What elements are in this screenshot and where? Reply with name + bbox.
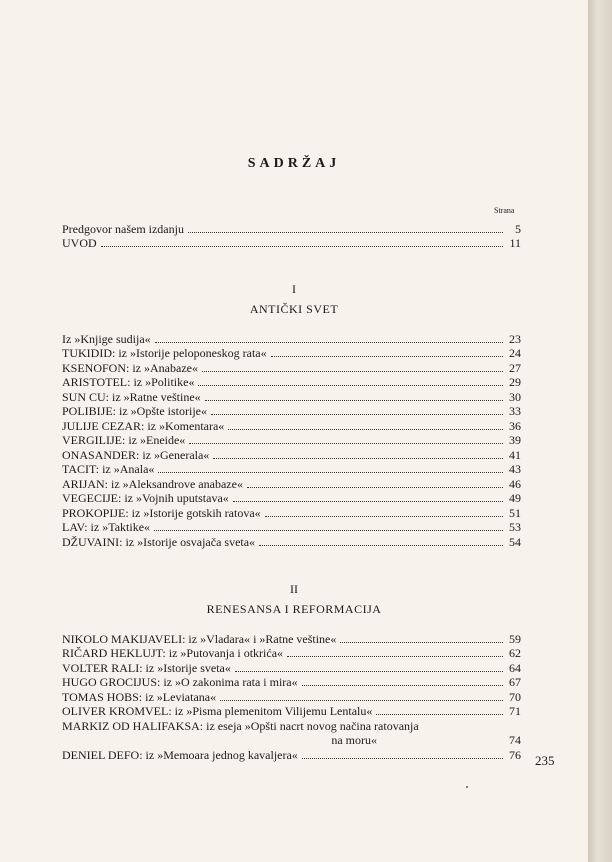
toc-entry: [62, 404, 521, 419]
toc-entry-title: Iz »Knjige sudija«: [62, 331, 151, 346]
toc-entry-page: 39: [509, 433, 521, 447]
page-number: 235: [535, 753, 555, 768]
toc-entry: [62, 221, 521, 236]
toc-entry: [62, 718, 521, 733]
dot-leader: [158, 471, 503, 473]
dot-leader: [235, 670, 503, 672]
part-2-toc: [62, 631, 521, 762]
toc-entry: [62, 689, 521, 704]
toc-entry-title: DENIEL DEFO: iz »Memoara jednog kavaljera«: [62, 747, 298, 762]
toc-entry-page: 46: [509, 476, 521, 491]
toc-entry-page: 76: [509, 747, 521, 762]
toc-entry: [62, 704, 521, 719]
toc-entry-title: TUKIDID: iz »Istorije peloponeskog rata«: [62, 346, 267, 360]
toc-entry: [62, 331, 521, 346]
toc-entry: [62, 747, 521, 762]
dot-leader: [259, 544, 503, 546]
toc-entry-title: PROKOPIJE: iz »Istorije gotskih ratova«: [62, 505, 261, 520]
toc-entry-page: 36: [509, 418, 521, 433]
dot-leader: [265, 515, 503, 517]
toc-entry-page: 59: [509, 631, 521, 646]
toc-entry-title: VOLTER RALI: iz »Istorije sveta«: [62, 660, 231, 675]
part-1-numeral: I: [292, 282, 296, 296]
paper-speck: [466, 786, 468, 788]
toc-entry-page: 74: [509, 733, 521, 747]
toc-entry-title: LAV: iz »Taktike«: [62, 520, 151, 534]
dot-leader: [376, 713, 503, 715]
part-2-numeral: II: [290, 582, 298, 596]
toc-entry-title: JULIJE CEZAR: iz »Komentara«: [62, 418, 225, 433]
dot-leader: [101, 245, 503, 247]
toc-entry: [62, 733, 521, 748]
toc-entry-title: KSENOFON: iz »Anabaze«: [62, 360, 198, 375]
toc-entry-page: 43: [509, 462, 521, 476]
toc-entry-title: ARIJAN: iz »Aleksandrove anabaze«: [62, 476, 243, 491]
toc-entry-title: RIČARD HEKLUJT: iz »Putovanja i otkrića«: [62, 646, 284, 660]
page-edge: [588, 0, 612, 862]
dot-leader: [198, 384, 503, 386]
toc-entry: [62, 534, 521, 549]
dot-leader: [247, 486, 503, 488]
toc-entry-title: VERGILIJE: iz »Eneide«: [62, 433, 186, 447]
toc-entry-page: 67: [509, 675, 521, 689]
toc-entry-page: 51: [509, 505, 521, 520]
part-2-title: RENESANSA I REFORMACIJA: [206, 602, 382, 616]
toc-entry-page: 23: [509, 331, 521, 346]
toc-entry: [62, 491, 521, 506]
toc-entry-page: 41: [509, 447, 521, 462]
toc-entry: [62, 389, 521, 404]
toc-entry: [62, 447, 521, 462]
dot-leader: [271, 355, 503, 357]
toc-entry-page: 11: [509, 236, 521, 250]
intro-toc: [62, 221, 521, 250]
toc-entry: [62, 462, 521, 477]
toc-entry-title: UVOD: [62, 236, 97, 250]
toc-entry-title: Predgovor našem izdanju: [62, 221, 184, 236]
page-title: SADRŽAJ: [247, 156, 341, 171]
toc-entry-title: ARISTOTEL: iz »Politike«: [62, 375, 195, 389]
dot-leader: [155, 341, 503, 343]
toc-entry-title: TACIT: iz »Anala«: [62, 462, 155, 476]
toc-entry: [62, 520, 521, 535]
toc-entry-title: MARKIZ OD HALIFAKSA: iz eseja »Opšti nacrt novog načina ratovanja: [62, 718, 419, 733]
part-1-title: ANTIČKI SVET: [249, 302, 339, 316]
toc-entry-title: DŽUVAINI: iz »Istorije osvajača sveta«: [62, 534, 256, 549]
toc-entry-page: 30: [509, 389, 521, 404]
toc-entry: [62, 375, 521, 390]
toc-entry-page: 54: [509, 534, 521, 549]
toc-entry-title: OLIVER KROMVEL: iz »Pisma plemenitom Vilijemu Lentalu«: [62, 704, 373, 718]
dot-leader: [188, 231, 503, 233]
dot-leader: [205, 399, 503, 401]
toc-entry-page: 64: [509, 660, 521, 675]
toc-entry-page: 27: [509, 360, 521, 375]
toc-entry-page: 5: [515, 221, 521, 236]
toc-entry-title: NIKOLO MAKIJAVELI: iz »Vladara« i »Ratne veštine«: [62, 631, 337, 646]
toc-entry-page: 33: [509, 404, 521, 418]
toc-entry-page: 53: [509, 520, 521, 534]
dot-leader: [202, 370, 503, 372]
toc-entry: [62, 418, 521, 433]
toc-entry-title: HUGO GROCIJUS: iz »O zakonima rata i mira«: [62, 675, 298, 689]
toc-entry: [62, 433, 521, 448]
dot-leader: [302, 684, 503, 686]
toc-entry: [62, 646, 521, 661]
part-1-toc: [62, 331, 521, 549]
toc-entry: [62, 660, 521, 675]
toc-entry-title: ONASANDER: iz »Generala«: [62, 447, 210, 462]
toc-entry-title: na moru«: [331, 733, 377, 747]
page-column-label: Strana: [494, 206, 515, 215]
dot-leader: [228, 428, 503, 430]
toc-entry-page: 24: [509, 346, 521, 360]
toc-entry-page: 70: [509, 689, 521, 704]
dot-leader: [220, 699, 503, 701]
toc-entry-page: 49: [509, 491, 521, 505]
dot-leader: [233, 500, 503, 502]
toc-entry-page: 62: [509, 646, 521, 660]
toc-entry: [62, 346, 521, 361]
toc-entry-title: VEGECIJE: iz »Vojnih uputstava«: [62, 491, 229, 505]
toc-entry: [62, 505, 521, 520]
toc-entry: [62, 631, 521, 646]
toc-entry-title: TOMAS HOBS: iz »Leviatana«: [62, 689, 217, 704]
dot-leader: [211, 413, 503, 415]
dot-leader: [189, 442, 503, 444]
toc-entry: [62, 236, 521, 251]
dot-leader: [213, 457, 503, 459]
dot-leader: [302, 757, 503, 759]
dot-leader: [154, 529, 503, 531]
toc-entry: [62, 675, 521, 690]
toc-entry: [62, 476, 521, 491]
dot-leader: [340, 641, 503, 643]
dot-leader: [287, 655, 503, 657]
toc-entry-page: 71: [509, 704, 521, 718]
toc-entry-title: SUN CU: iz »Ratne veštine«: [62, 389, 201, 404]
toc-entry-page: 29: [509, 375, 521, 389]
toc-entry-title: POLIBIJE: iz »Opšte istorije«: [62, 404, 207, 418]
toc-entry: [62, 360, 521, 375]
